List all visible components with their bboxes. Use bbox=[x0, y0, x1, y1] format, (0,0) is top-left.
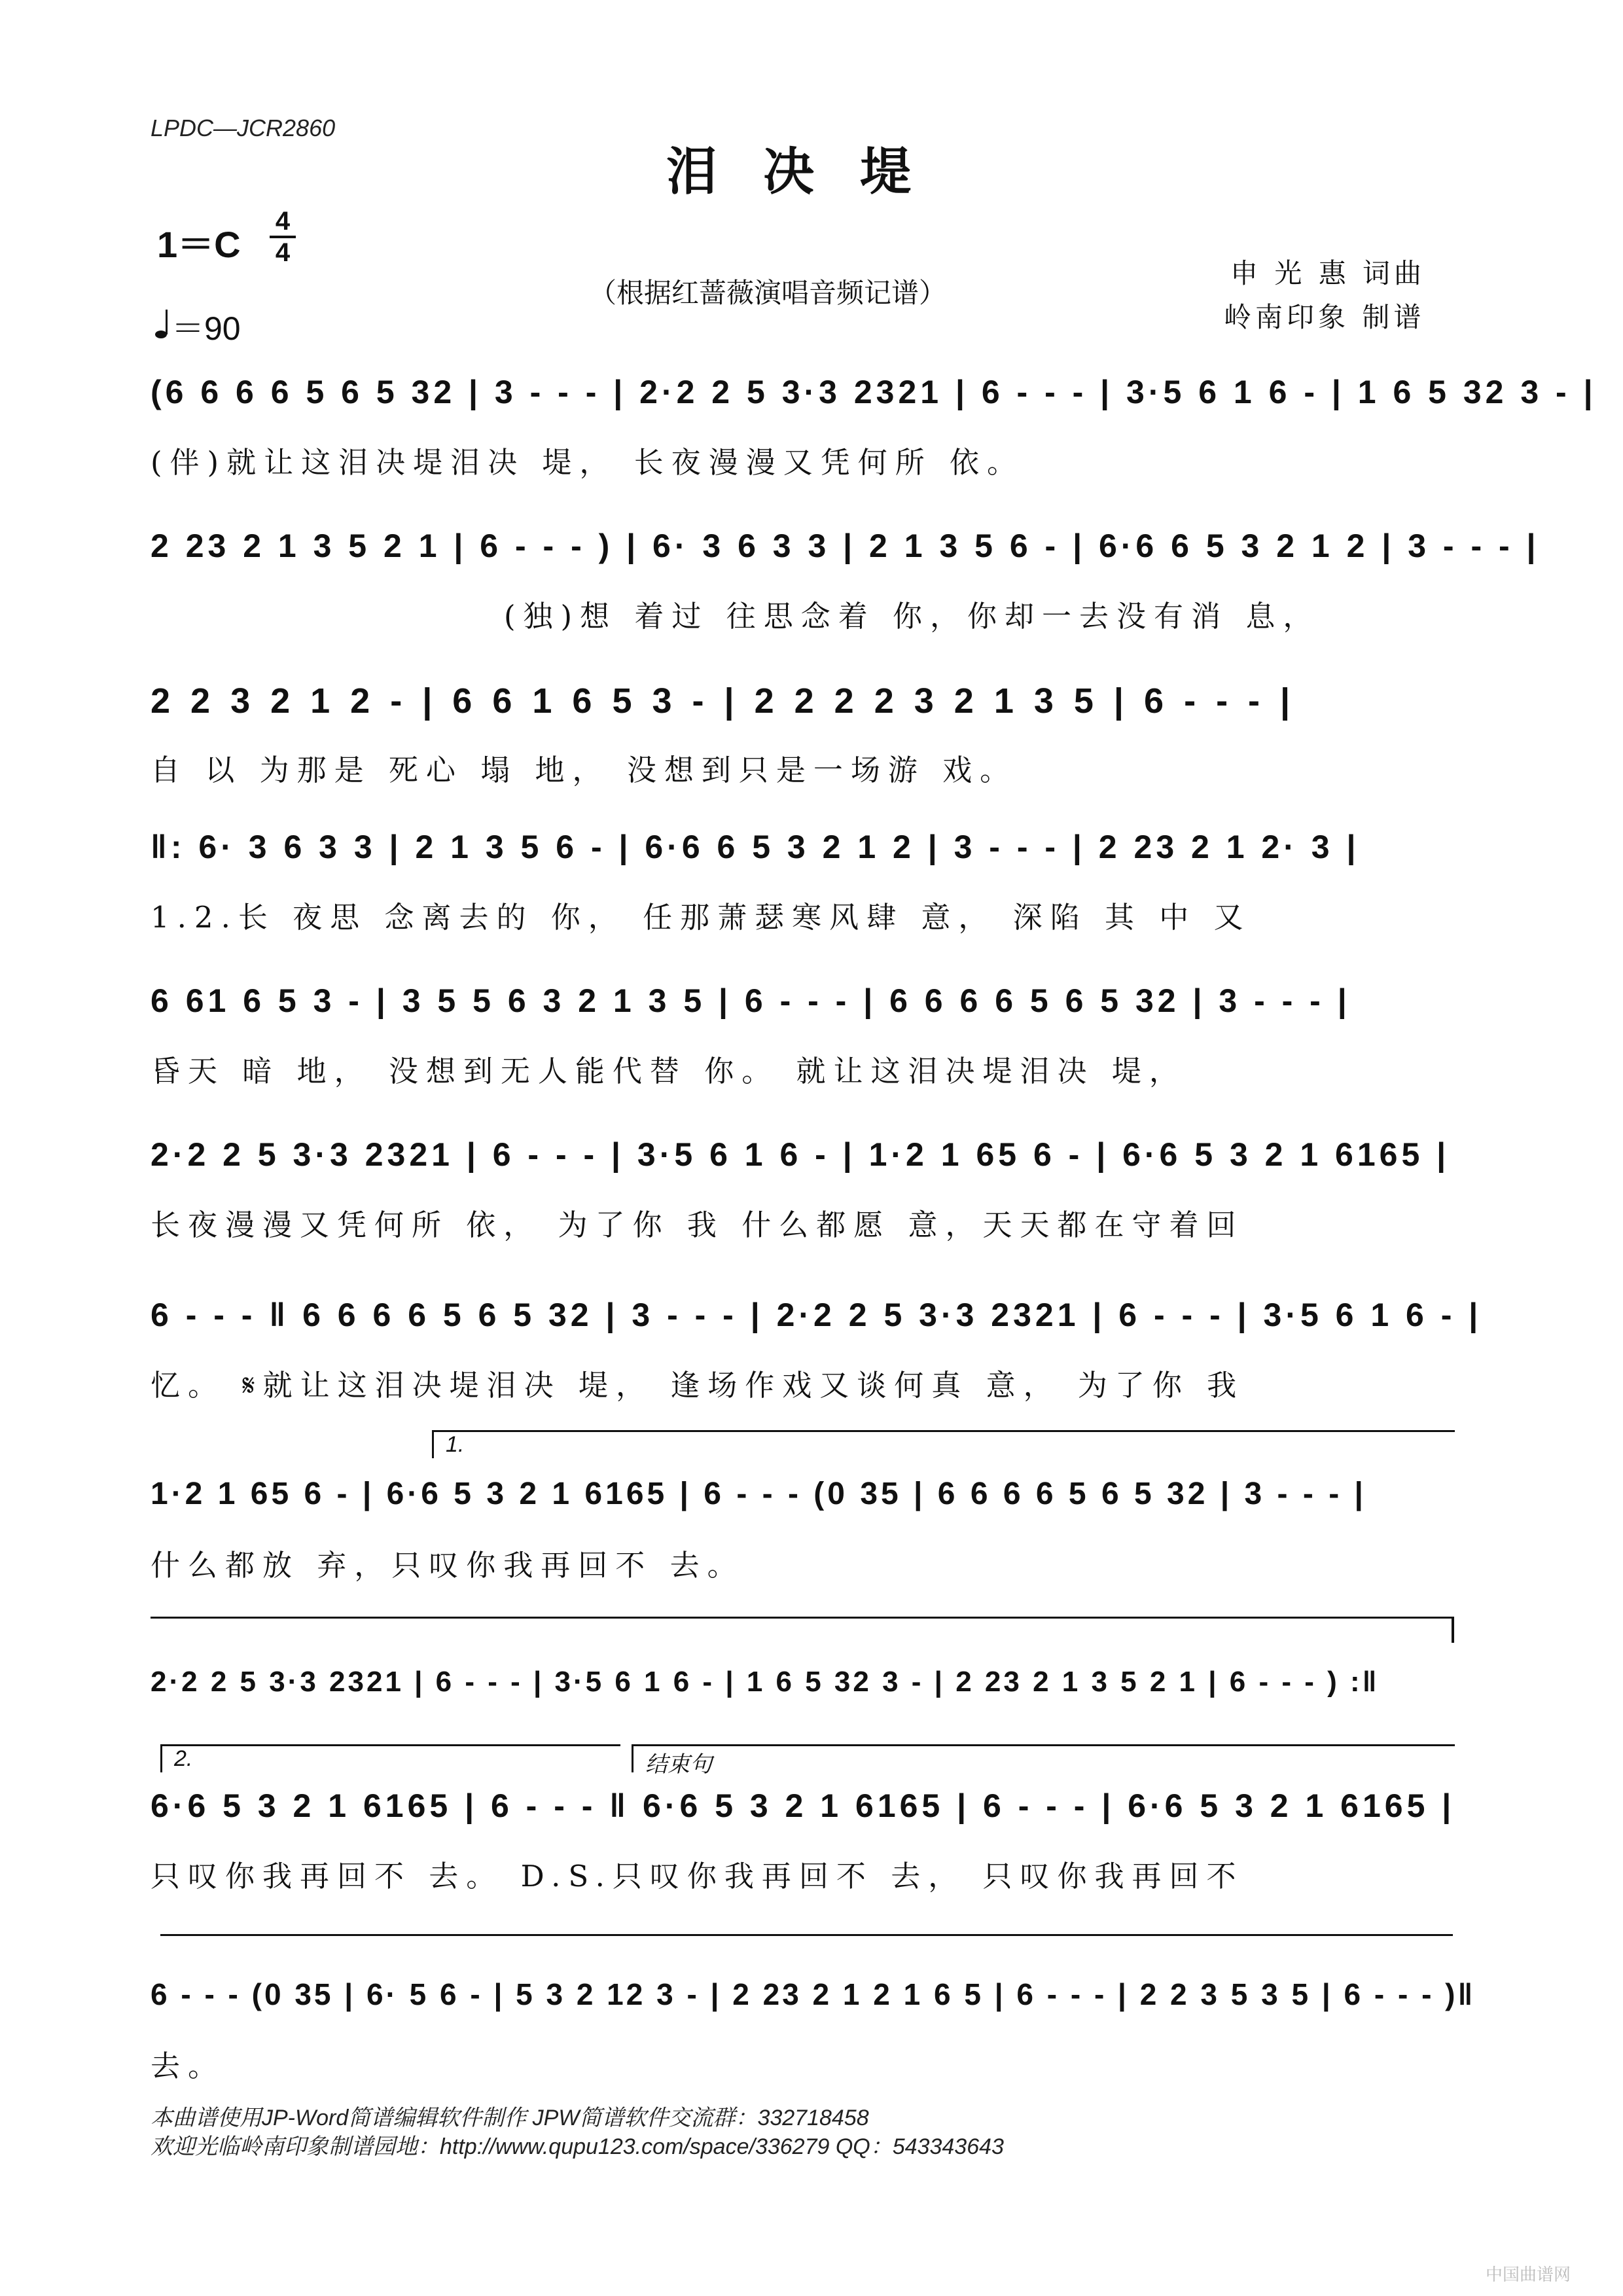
staff-row-10 bbox=[151, 1787, 1466, 1892]
footer-software-note: 本曲谱使用JP-Word简谱编辑软件制作 JPW简谱软件交流群：332718458 bbox=[151, 2106, 869, 2130]
notation-line: 2·2 2 5 3·3 2321 | 6 - - - | 3·5 6 1 6 - | 1 6 5 32 3 - | 2 23 2 1 3 5 2 1 | 6 - - - ) :‖ bbox=[151, 1666, 1380, 1698]
staff-row-8 bbox=[151, 1476, 1466, 1581]
notation-line: 1·2 1 65 6 - | 6·6 5 3 2 1 6165 | 6 - - - (0 35 | 6 6 6 6 5 6 5 32 | 3 - - - | bbox=[151, 1477, 1366, 1511]
volta-continuation-line bbox=[151, 1617, 1453, 1619]
staff-row-9 bbox=[151, 1666, 1466, 1725]
lyrics-line: 只叹你我再回不 去。 D.S.只叹你我再回不 去， 只叹你我再回不 bbox=[151, 1859, 1244, 1893]
tempo-value: ＝90 bbox=[171, 310, 241, 347]
staff-row-4 bbox=[151, 828, 1466, 933]
lyrics-line: (独)想 着过 往思念着 你，你却一去没有消 息， bbox=[504, 599, 1321, 634]
page-title: 泪决堤 bbox=[666, 142, 957, 202]
ending-phrase-bracket bbox=[632, 1744, 1455, 1777]
quarter-note-icon bbox=[154, 308, 171, 340]
lyrics-line: 什么都放 弃，只叹你我再回不 去。 bbox=[151, 1548, 745, 1583]
score-code: LPDC—JCR2860 bbox=[151, 115, 336, 141]
time-numerator: 4 bbox=[275, 207, 291, 236]
ending-label: 结束句 bbox=[645, 1752, 712, 1777]
lyrics-line: 长夜漫漫又凭何所 依， 为了你 我 什么都愿 意，天天都在守着回 bbox=[151, 1208, 1244, 1242]
volta-second-ending bbox=[160, 1744, 620, 1772]
lyrics-line: (伴)就让这泪决堤泪决 堤， 长夜漫漫又凭何所 依。 bbox=[151, 445, 1025, 480]
notation-line: 2 2 3 2 1 2 - | 6 6 1 6 5 3 - | 2 2 2 2 3 2 1 3 5 | 6 - - - | bbox=[151, 681, 1296, 721]
volta-label: 1. bbox=[446, 1432, 465, 1457]
final-bracket-line bbox=[160, 1934, 1453, 1936]
staff-row-7 bbox=[151, 1296, 1482, 1403]
time-signature bbox=[270, 208, 296, 266]
volta-label: 2. bbox=[174, 1746, 193, 1771]
staff-row-6 bbox=[151, 1136, 1466, 1240]
lyrics-line: 昏天 暗 地， 没想到无人能代替 你。 就让这泪决堤泪决 堤， bbox=[151, 1054, 1186, 1088]
lyrics-line: 自 以 为那是 死心 塌 地， 没想到只是一场游 戏。 bbox=[151, 753, 1018, 787]
key-signature: 1＝C bbox=[157, 224, 241, 265]
notation-line: 6 - - - ‖ 6 6 6 6 5 6 5 32 | 3 - - - | 2·2 2 5 3·3 2321 | 6 - - - | 3·5 6 1 6 - | bbox=[151, 1297, 1482, 1333]
lyrics-line: 1.2.长 夜思 念离去的 你， 任那萧瑟寒风肆 意， 深陷 其 中 又 bbox=[151, 900, 1251, 935]
watermark-logo: 中国曲谱网 bbox=[1486, 2265, 1571, 2285]
notation-line: 6 - - - (0 35 | 6· 5 6 - | 5 3 2 12 3 - | 2 23 2 1 2 1 6 5 | 6 - - - | 2 2 3 5 3 5 | 6 - - - )‖ bbox=[151, 1977, 1476, 2011]
staff-row-1 bbox=[151, 373, 1597, 480]
notation-line: 6 61 6 5 3 - | 3 5 5 6 3 2 1 3 5 | 6 - - - | 6 6 6 6 5 6 5 32 | 3 - - - | bbox=[151, 982, 1351, 1019]
tempo-marking bbox=[154, 302, 241, 350]
staff-row-11 bbox=[151, 1977, 1476, 2083]
staff-row-2 bbox=[151, 527, 1540, 634]
notation-line: (6 6 6 6 5 6 5 32 | 3 - - - | 2·2 2 5 3·3 2321 | 6 - - - | 3·5 6 1 6 - | 1 6 5 32 3 - | bbox=[151, 374, 1597, 410]
notation-line: 2·2 2 5 3·3 2321 | 6 - - - | 3·5 6 1 6 - | 1·2 1 65 6 - | 6·6 5 3 2 1 6165 | bbox=[151, 1136, 1450, 1173]
notation-line: ‖: 6· 3 6 3 3 | 2 1 3 5 6 - | 6·6 6 5 3 2 1 2 | 3 - - - | 2 23 2 1 2· 3 | bbox=[151, 829, 1360, 865]
staff-row-3 bbox=[151, 681, 1466, 785]
arranger: 岭南印象 制谱 bbox=[1224, 301, 1425, 333]
lyrics-line: 去。 bbox=[151, 2049, 226, 2083]
time-denominator: 4 bbox=[275, 238, 291, 267]
volta-first-ending bbox=[432, 1430, 1455, 1458]
composer: 申 光 惠 词曲 bbox=[1230, 257, 1426, 289]
staff-row-5 bbox=[151, 982, 1466, 1086]
lyrics-line: 忆。 𝄋就让这泪决堤泪决 堤， 逢场作戏又谈何真 意， 为了你 我 bbox=[151, 1368, 1245, 1403]
volta-continuation-end bbox=[1452, 1617, 1454, 1643]
footer-website-note: 欢迎光临岭南印象制谱园地：http://www.qupu123.com/space/336279 QQ：543343643 bbox=[151, 2134, 1004, 2159]
notation-line: 2 23 2 1 3 5 2 1 | 6 - - - ) | 6· 3 6 3 3 | 2 1 3 5 6 - | 6·6 6 5 3 2 1 2 | 3 - - - | bbox=[151, 528, 1540, 564]
notation-line: 6·6 5 3 2 1 6165 | 6 - - - ‖ 6·6 5 3 2 1 6165 | 6 - - - | 6·6 5 3 2 1 6165 | bbox=[151, 1787, 1455, 1824]
subtitle: （根据红蔷薇演唱音频记谱） bbox=[589, 277, 947, 309]
